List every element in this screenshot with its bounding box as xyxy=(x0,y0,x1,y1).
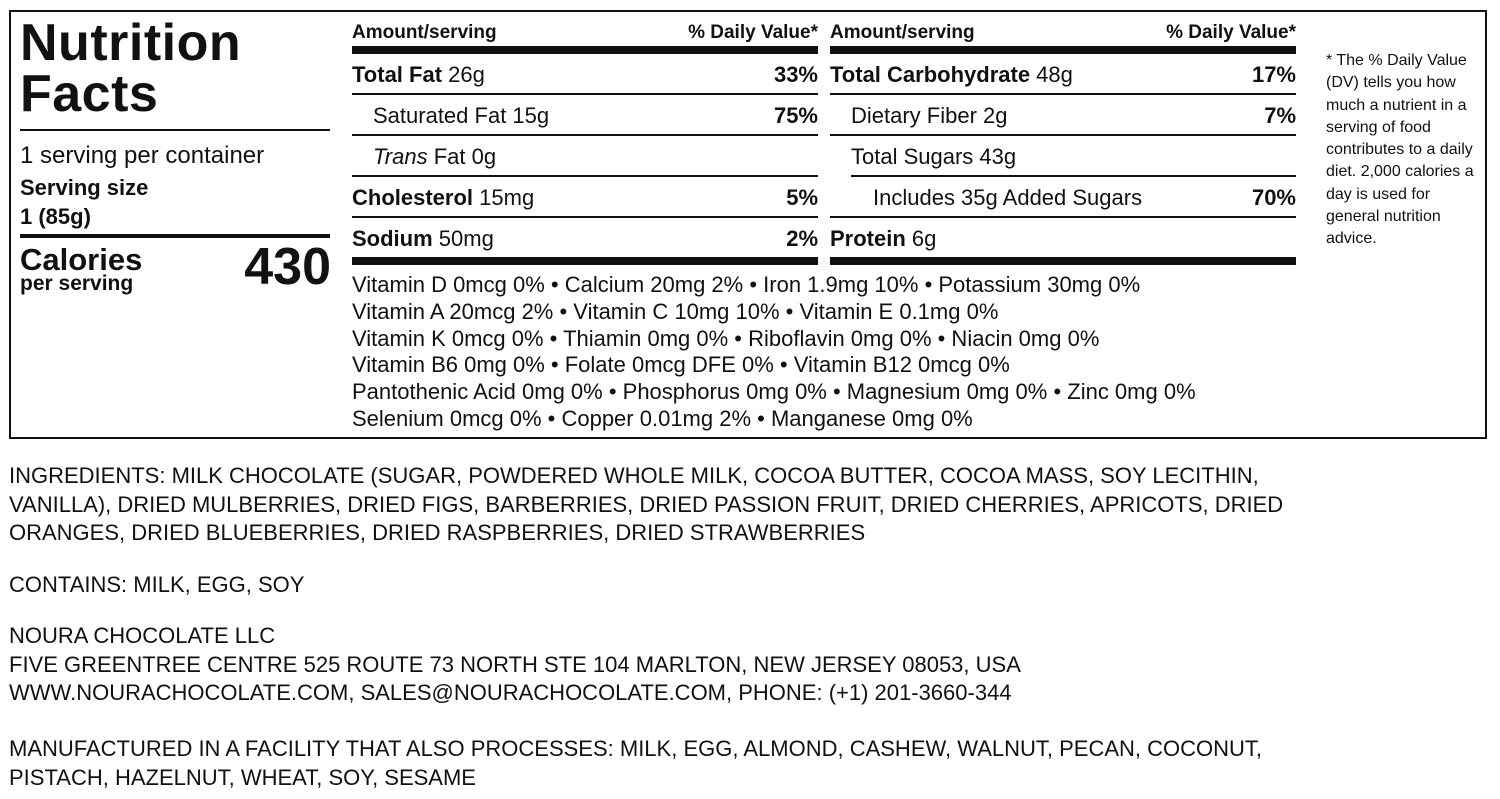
nutrient-row xyxy=(352,54,818,95)
nutrient-name: Trans xyxy=(373,144,428,169)
divider xyxy=(20,129,330,131)
facility-line: MANUFACTURED IN A FACILITY THAT ALSO PROCESSES: MILK, EGG, ALMOND, CASHEW, WALNUT, PECAN, COCONUT, xyxy=(9,736,1263,761)
allergens-contains xyxy=(9,571,1489,600)
nutrition-facts-label xyxy=(9,10,1487,439)
nutrient-name: Sodium xyxy=(352,226,433,251)
nutrient-amount: Fat 0g xyxy=(427,144,497,169)
nutrient-name: Total Carbohydrate xyxy=(830,62,1031,87)
calories-per-serving-label: per serving xyxy=(20,272,134,295)
vitamin-line: Pantothenic Acid 0mg 0% • Phosphorus 0mg 0% • Magnesium 0mg 0% • Zinc 0mg 0% xyxy=(352,379,1196,405)
nutrient-amount: Dietary Fiber 2g xyxy=(851,103,1008,128)
nutrient-dv: 70% xyxy=(1251,185,1296,210)
nutrition-facts-title xyxy=(20,14,330,123)
nutrient-row xyxy=(352,177,818,218)
nutrient-amount: 50mg xyxy=(432,226,494,251)
nutrients-column-right xyxy=(830,20,1296,265)
company-info xyxy=(9,622,1489,708)
nutrient-row xyxy=(830,54,1296,95)
nutrient-name: Cholesterol xyxy=(352,185,474,210)
vitamins-minerals xyxy=(352,272,1312,433)
nutrient-dv: 75% xyxy=(773,103,818,128)
nutrient-amount: Total Sugars 43g xyxy=(851,144,1017,169)
ingredients-line: ORANGES, DRIED BLUEBERRIES, DRIED RASPBERRIES, DRIED STRAWBERRIES xyxy=(9,520,866,545)
calories-value: 430 xyxy=(244,238,331,296)
nutrient-name: Total Fat xyxy=(352,62,443,87)
title-line-1: Nutrition xyxy=(20,14,242,72)
ingredients-line: VANILLA), DRIED MULBERRIES, DRIED FIGS, BARBERRIES, DRIED PASSION FRUIT, DRIED CHERRIES, APRICOTS, DRIED xyxy=(9,491,1284,517)
nutrient-row xyxy=(352,136,818,177)
title-line-2: Facts xyxy=(20,65,159,123)
ingredients-text xyxy=(9,462,1489,548)
nutrient-amount: Saturated Fat 15g xyxy=(373,103,550,128)
nutrient-dv: 5% xyxy=(786,185,818,210)
amount-serving-header: Amount/serving xyxy=(352,22,497,43)
daily-value-header: % Daily Value* xyxy=(688,22,818,43)
end-bar xyxy=(352,257,818,265)
nutrient-row xyxy=(830,218,1296,257)
nutrient-amount: Includes 35g Added Sugars xyxy=(873,185,1143,210)
nutrient-dv: 17% xyxy=(1251,62,1296,87)
nutrient-row xyxy=(352,218,818,257)
nutrient-row xyxy=(830,177,1296,218)
daily-value-header: % Daily Value* xyxy=(1166,22,1296,43)
column-header xyxy=(830,20,1296,46)
calories-label: Calories xyxy=(20,242,143,277)
nutrient-row xyxy=(352,95,818,136)
ingredients-line: INGREDIENTS: MILK CHOCOLATE (SUGAR, POWDERED WHOLE MILK, COCOA BUTTER, COCOA MASS, SOY LECITHIN, xyxy=(9,463,1259,488)
nutrient-amount: 15mg xyxy=(473,185,535,210)
company-address: FIVE GREENTREE CENTRE 525 ROUTE 73 NORTH STE 104 MARLTON, NEW JERSEY 08053, USA xyxy=(9,651,1021,677)
facility-statement xyxy=(9,735,1489,792)
company-contact: WWW.NOURACHOCOLATE.COM, SALES@NOURACHOCOLATE.COM, PHONE: (+1) 201-3660-344 xyxy=(9,680,1012,705)
column-header xyxy=(352,20,818,46)
nutrient-amount: 48g xyxy=(1030,62,1073,87)
header-bar xyxy=(830,46,1296,54)
nutrient-row xyxy=(830,95,1296,136)
serving-size-label: Serving size xyxy=(20,175,149,200)
nutrient-dv: 33% xyxy=(773,62,818,87)
vitamin-line: Vitamin A 20mcg 2% • Vitamin C 10mg 10% • Vitamin E 0.1mg 0% xyxy=(352,298,999,324)
vitamin-line: Selenium 0mcg 0% • Copper 0.01mg 2% • Manganese 0mg 0% xyxy=(352,405,973,431)
contains-line: CONTAINS: MILK, EGG, SOY xyxy=(9,572,305,597)
nutrient-amount: 26g xyxy=(442,62,485,87)
nutrient-amount: 6g xyxy=(905,226,937,251)
daily-value-footnote: * The % Daily Value (DV) tells you how much a nutrient in a serving of food contributes to a daily diet. 2,000 calories a day is used for general nutrition advice. xyxy=(1326,52,1474,248)
end-bar xyxy=(830,257,1296,265)
amount-serving-header: Amount/serving xyxy=(830,22,975,43)
company-name: NOURA CHOCOLATE LLC xyxy=(9,623,276,648)
nutrient-row xyxy=(851,136,1296,177)
servings-per-container: 1 serving per container xyxy=(20,142,265,169)
nutrient-name: Protein xyxy=(830,226,906,251)
nutrient-dv: 7% xyxy=(1264,103,1296,128)
nutrients-column-left xyxy=(352,20,818,265)
header-bar xyxy=(352,46,818,54)
facility-line: PISTACH, HAZELNUT, WHEAT, SOY, SESAME xyxy=(9,764,476,790)
vitamin-line: Vitamin B6 0mg 0% • Folate 0mcg DFE 0% • Vitamin B12 0mcg 0% xyxy=(352,352,1010,378)
vitamin-line: Vitamin K 0mcg 0% • Thiamin 0mg 0% • Riboflavin 0mg 0% • Niacin 0mg 0% xyxy=(352,325,1100,351)
serving-size-value: 1 (85g) xyxy=(20,204,91,229)
vitamin-line: Vitamin D 0mcg 0% • Calcium 20mg 2% • Iron 1.9mg 10% • Potassium 30mg 0% xyxy=(352,272,1141,297)
nutrient-dv: 2% xyxy=(786,226,818,251)
